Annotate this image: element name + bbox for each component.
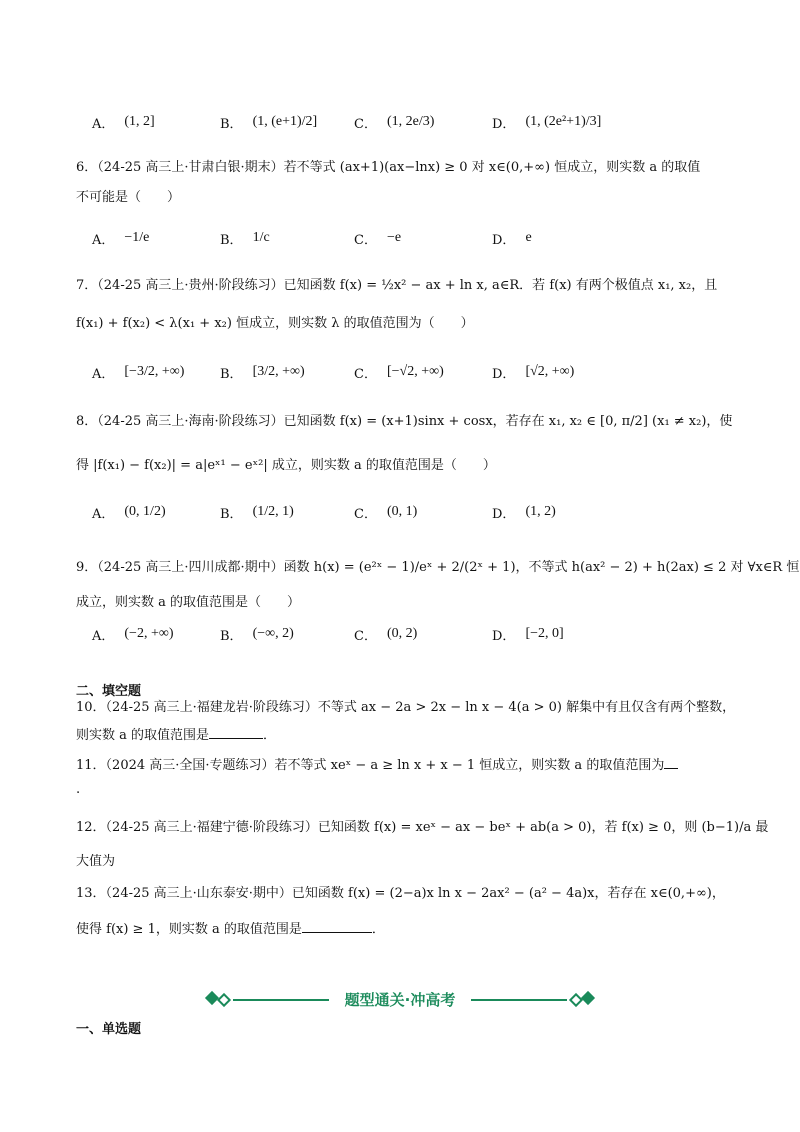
q6-option-c: C． −e <box>354 230 402 248</box>
q7-line-2: f(x₁) + f(x₂) < λ(x₁ + x₂) 恒成立，则实数 λ 的取值范围为（ ） <box>76 316 474 331</box>
q7-option-b-value: [3/2, +∞) <box>252 364 305 379</box>
section-banner <box>205 988 595 1012</box>
q8-option-a: A． (0, 1/2) <box>92 504 166 522</box>
q10-line-1: 10．（24-25 高三上·福建龙岩·阶段练习）不等式 ax − 2a > 2x − ln x − 4(a > 0) 解集中有且仅含有两个整数， <box>76 700 736 715</box>
q5-option-c-value: (1, 2e/3) <box>386 114 435 129</box>
q9-option-c: C． (0, 2) <box>354 626 418 644</box>
q8-option-c-value: (0, 1) <box>386 504 418 519</box>
q8-option-d-value: (1, 2) <box>525 504 556 519</box>
q12-line-2: 大值为 <box>76 854 116 869</box>
q6-option-b-value: 1/c <box>252 230 270 245</box>
q8-option-a-value: (0, 1/2) <box>124 504 166 519</box>
q11-line-1: 11．（2024 高三·全国·专题练习）若不等式 xeˣ − a ≥ ln x + x − 1 恒成立，则实数 a 的取值范围为 <box>76 754 740 776</box>
q5-option-d: D． (1, (2e²+1)/3] <box>492 114 602 132</box>
q6-line-2: 不可能是（ ） <box>76 190 181 205</box>
q8-option-c: C． (0, 1) <box>354 504 418 522</box>
q7-option-a: A． [−3/2, +∞) <box>92 364 185 382</box>
q8-option-b: B． (1/2, 1) <box>220 504 294 522</box>
banner-left-outline-diamond-icon <box>217 993 231 1007</box>
q11-answer-blank[interactable] <box>664 754 678 769</box>
q7-options <box>92 350 740 394</box>
q9-option-d-value: [−2, 0] <box>525 626 564 641</box>
q13-line-2: 使得 f(x) ≥ 1，则实数 a 的取值范围是 ． <box>76 918 740 940</box>
q9-options <box>92 612 740 656</box>
q7-option-b: B． [3/2, +∞) <box>220 364 305 382</box>
q5-option-d-value: (1, (2e²+1)/3] <box>525 114 602 129</box>
section-title-single-choice: 一、单选题 <box>76 1022 142 1037</box>
q7-option-a-value: [−3/2, +∞) <box>124 364 185 379</box>
section-title-fill-in: 二、填空题 <box>76 684 142 699</box>
q9-option-a: A． (−2, +∞) <box>92 626 174 644</box>
q6-option-d-value: e <box>525 230 532 245</box>
q6-options <box>92 216 740 260</box>
q9-option-d: D． [−2, 0] <box>492 626 564 644</box>
q7-option-d-value: [√2, +∞) <box>525 364 575 379</box>
q11-line-2: . <box>76 782 81 797</box>
q7-line-1: 7．（24-25 高三上·贵州·阶段练习）已知函数 f(x) = ½x² − ax + ln x, a∈R．若 f(x) 有两个极值点 x₁, x₂，且 <box>76 278 718 293</box>
q6-option-c-value: −e <box>386 230 402 245</box>
q6-option-b: B． 1/c <box>220 230 270 248</box>
q5-option-c: C． (1, 2e/3) <box>354 114 435 132</box>
q9-line-2: 成立，则实数 a 的取值范围是（ ） <box>76 595 301 610</box>
banner-title: 题型通关·冲高考 <box>344 991 456 1009</box>
q13-line-1: 13．（24-25 高三上·山东泰安·期中）已知函数 f(x) = (2−a)x ln x − 2ax² − (a² − 4a)x，若存在 x∈(0,+∞)， <box>76 886 725 901</box>
q9-option-b: B． (−∞, 2) <box>220 626 294 644</box>
q6-option-d: D． e <box>492 230 532 248</box>
q5-option-b-value: (1, (e+1)/2] <box>252 114 318 129</box>
q8-option-b-value: (1/2, 1) <box>252 504 294 519</box>
banner-right-outline-diamond-icon <box>569 993 583 1007</box>
q6-option-a: A． −1/e <box>92 230 150 248</box>
q8-line-1: 8．（24-25 高三上·海南·阶段练习）已知函数 f(x) = (x+1)sinx + cosx，若存在 x₁, x₂ ∈ [0, π/2] (x₁ ≠ x₂)，使 <box>76 414 733 429</box>
q7-option-c-value: [−√2, +∞) <box>386 364 444 379</box>
q7-option-c: C． [−√2, +∞) <box>354 364 444 382</box>
banner-left-rule <box>233 999 329 1001</box>
q7-option-d: D． [√2, +∞) <box>492 364 575 382</box>
q9-option-b-value: (−∞, 2) <box>252 626 294 641</box>
q5-option-a: A． (1, 2] <box>92 114 155 132</box>
q8-options <box>92 490 740 534</box>
q9-option-c-value: (0, 2) <box>386 626 418 641</box>
q9-line-1: 9．（24-25 高三上·四川成都·期中）函数 h(x) = (e²ˣ − 1)/eˣ + 2/(2ˣ + 1)，不等式 h(ax² − 2) + h(2ax) ≤ 2 对 ∀x∈R 恒 <box>76 560 800 575</box>
q6-line-1: 6．（24-25 高三上·甘肃白银·期末）若不等式 (ax+1)(ax−lnx) ≥ 0 对 x∈(0,+∞) 恒成立，则实数 a 的取值 <box>76 160 701 175</box>
q13-answer-blank[interactable] <box>302 918 372 933</box>
q9-option-a-value: (−2, +∞) <box>124 626 174 641</box>
q5-option-b: B． (1, (e+1)/2] <box>220 114 318 132</box>
q12-line-1: 12．（24-25 高三上·福建宁德·阶段练习）已知函数 f(x) = xeˣ − ax − beˣ + ab(a > 0)，若 f(x) ≥ 0，则 (b−1)/a 最 <box>76 820 769 835</box>
q5-options <box>92 100 740 144</box>
banner-right-diamond-icon <box>581 991 595 1005</box>
q8-option-d: D． (1, 2) <box>492 504 556 522</box>
q10-answer-blank[interactable] <box>209 724 263 739</box>
banner-right-rule <box>471 999 567 1001</box>
q5-option-a-value: (1, 2] <box>124 114 155 129</box>
q8-line-2: 得 |f(x₁) − f(x₂)| = a|eˣ¹ − eˣ²| 成立，则实数 a 的取值范围是（ ） <box>76 458 496 473</box>
q6-option-a-value: −1/e <box>124 230 150 245</box>
q10-line-2: 则实数 a 的取值范围是 ． <box>76 724 740 746</box>
